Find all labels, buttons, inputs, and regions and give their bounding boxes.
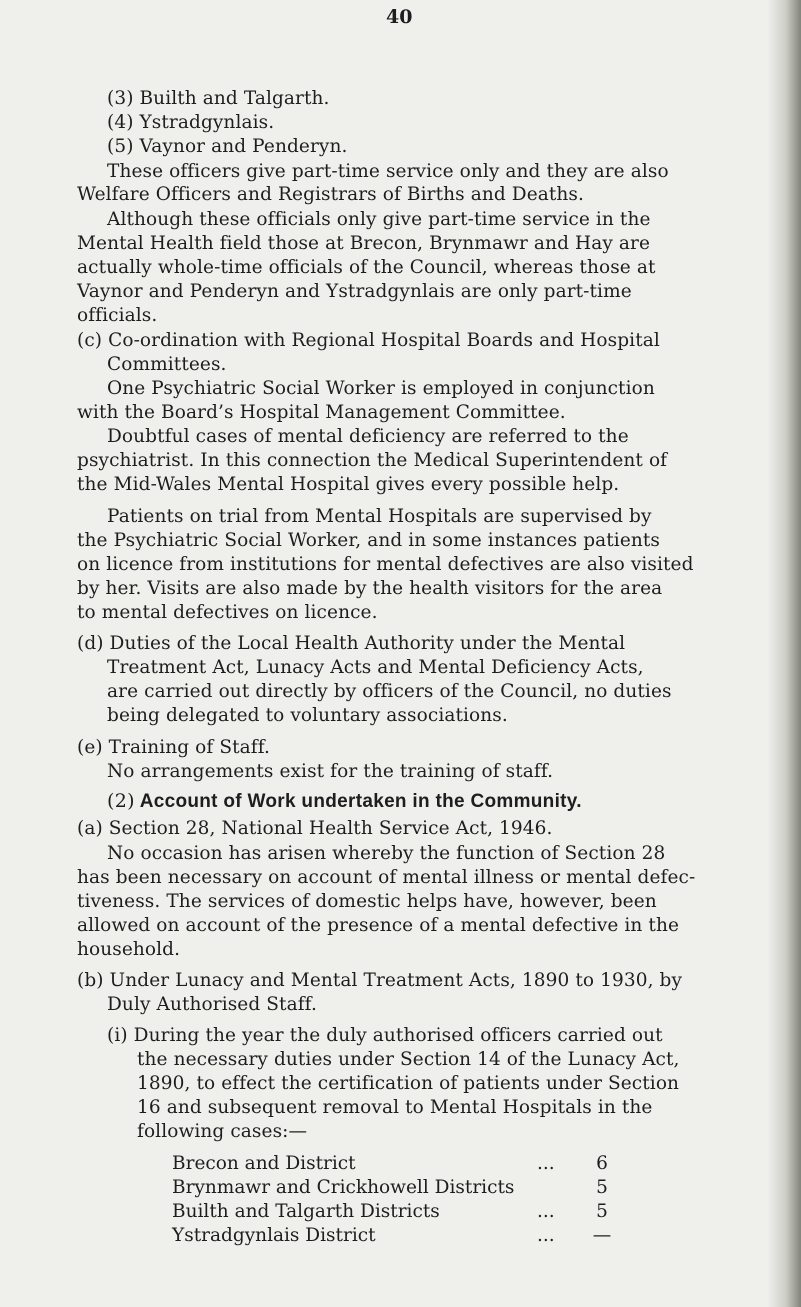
section-heading: (c) Co-ordination with Regional Hospital Boards and Hospital [77, 330, 660, 351]
paragraph-line: psychiatrist. In this connection the Medical Superintendent of [77, 450, 668, 471]
paragraph-line: 1890, to effect the certification of patients under Section [137, 1073, 680, 1094]
paragraph-line: Welfare Officers and Registrars of Births and Deaths. [77, 184, 584, 205]
heading-number: (2) [107, 790, 135, 812]
section-heading: (b) Under Lunacy and Mental Treatment Acts, 1890 to 1930, by [77, 970, 683, 991]
leader-dots: ... [537, 1153, 555, 1174]
paragraph-line: Doubtful cases of mental deficiency are referred to the [107, 426, 629, 447]
paragraph-line: (i) During the year the duly authorised officers carried out [107, 1025, 663, 1046]
paragraph-line: No occasion has arisen whereby the function of Section 28 [107, 843, 666, 864]
paragraph-line: Vaynor and Penderyn and Ystradgynlais are only part-time [77, 281, 632, 302]
section-heading: (e) Training of Staff. [77, 737, 270, 758]
list-item: (5) Vaynor and Penderyn. [107, 136, 348, 157]
district-name: Brynmawr and Crickhowell Districts [172, 1177, 515, 1198]
paragraph-line: by her. Visits are also made by the health visitors for the area [77, 578, 663, 599]
leader-dots: ... [537, 1201, 555, 1222]
paragraph-line: One Psychiatric Social Worker is employed in conjunction [107, 378, 655, 399]
paragraph-line: These officers give part-time service only and they are also [107, 161, 669, 182]
case-count: — [592, 1225, 612, 1246]
case-count: 5 [596, 1201, 608, 1222]
main-heading [107, 790, 582, 813]
district-name: Builth and Talgarth Districts [172, 1201, 440, 1222]
page-edge-shadow [767, 0, 801, 1307]
page-number: 40 [386, 6, 413, 28]
section-heading: Duly Authorised Staff. [107, 994, 317, 1015]
section-heading: (a) Section 28, National Health Service Act, 1946. [77, 818, 553, 839]
paragraph-line: officials. [77, 305, 158, 326]
paragraph-line: 16 and subsequent removal to Mental Hospitals in the [137, 1097, 653, 1118]
paragraph-line: No arrangements exist for the training of staff. [107, 761, 554, 782]
list-item: (4) Ystradgynlais. [107, 112, 275, 133]
paragraph-line: with the Board’s Hospital Management Committee. [77, 402, 566, 423]
paragraph-line: Treatment Act, Lunacy Acts and Mental Deficiency Acts, [107, 657, 644, 678]
paragraph-line: the Psychiatric Social Worker, and in some instances patients [77, 530, 661, 551]
paragraph-line: allowed on account of the presence of a mental defective in the [77, 915, 680, 936]
case-count: 6 [596, 1153, 608, 1174]
paragraph-line: Mental Health field those at Brecon, Brynmawr and Hay are [77, 233, 651, 254]
district-name: Brecon and District [172, 1153, 356, 1174]
section-heading: Committees. [107, 354, 227, 375]
paragraph-line: has been necessary on account of mental illness or mental defec- [77, 867, 696, 888]
paragraph-line: to mental defectives on licence. [77, 602, 378, 623]
paragraph-line: are carried out directly by officers of the Council, no duties [107, 681, 672, 702]
paragraph-line: tiveness. The services of domestic helps have, however, been [77, 891, 657, 912]
list-item: (3) Builth and Talgarth. [107, 88, 330, 109]
paragraph-line: the Mid-Wales Mental Hospital gives every possible help. [77, 474, 620, 495]
paragraph-line: Patients on trial from Mental Hospitals are supervised by [107, 506, 652, 527]
paragraph-line: being delegated to voluntary associations. [107, 705, 508, 726]
leader-dots: ... [537, 1225, 555, 1246]
paragraph-line: household. [77, 939, 181, 960]
heading-text: Account of Work undertaken in the Community. [139, 791, 582, 812]
case-count: 5 [596, 1177, 608, 1198]
paragraph-line: Although these officials only give part-time service in the [107, 209, 651, 230]
paragraph-line: following cases:— [137, 1121, 308, 1142]
section-heading: (d) Duties of the Local Health Authority under the Mental [77, 633, 626, 654]
paragraph-line: actually whole-time officials of the Council, whereas those at [77, 257, 656, 278]
paragraph-line: on licence from institutions for mental defectives are also visited [77, 554, 694, 575]
paragraph-line: the necessary duties under Section 14 of the Lunacy Act, [137, 1049, 680, 1070]
district-name: Ystradgynlais District [172, 1225, 376, 1246]
